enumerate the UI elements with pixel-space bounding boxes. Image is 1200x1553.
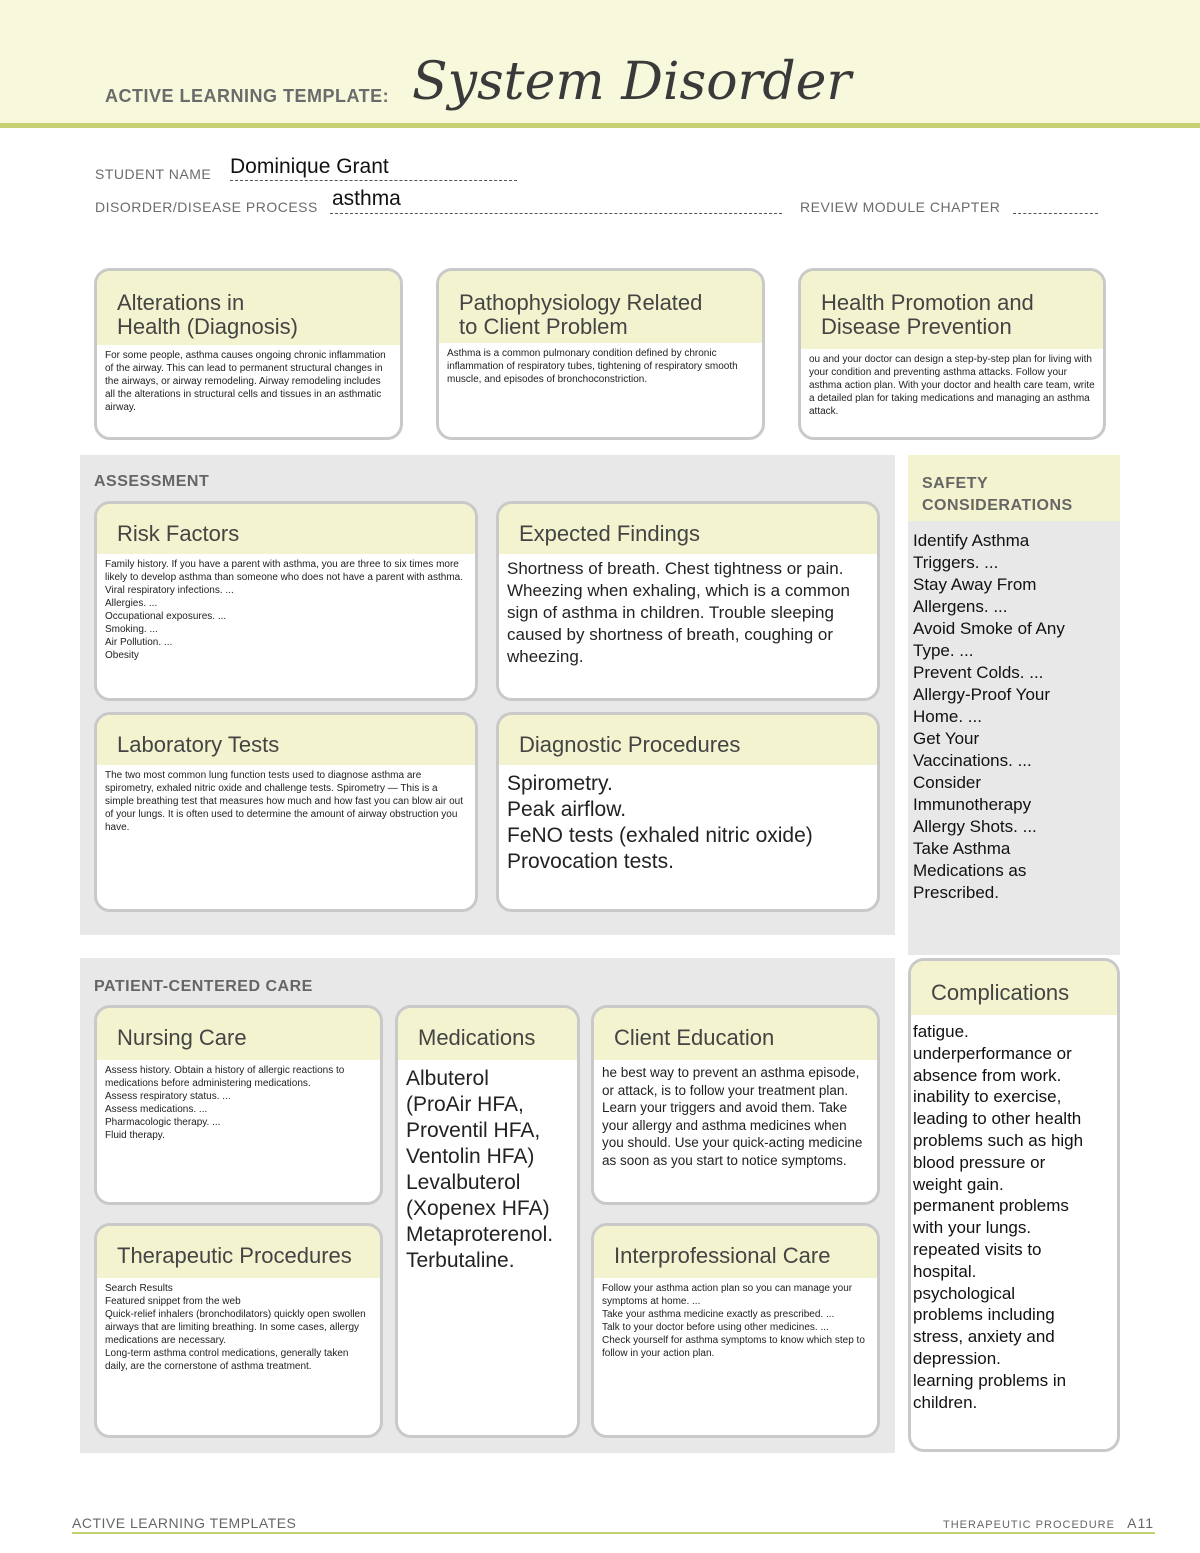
- client-education-text: he best way to prevent an asthma episode, or attack, is to follow your treatment plan. Learn your triggers and avoid them. Take your allergy and asthma medicines when you should. Use your quick-acting medicine as soon as you start to notice symptoms.: [602, 1065, 863, 1168]
- complication-line: hospital.: [913, 1261, 977, 1281]
- interprofessional-care-box: [591, 1223, 880, 1438]
- risk-factors-list: [97, 554, 475, 666]
- complications-list: [911, 1015, 1117, 1419]
- medication-item: Terbutaline.: [406, 1249, 515, 1272]
- safety-label: [922, 473, 1073, 517]
- nursing-care-item: Assess history. Obtain a history of allergic reactions to medications before administering medications.: [105, 1065, 345, 1089]
- complication-line: stress, anxiety and: [913, 1327, 1055, 1347]
- client-education-box: [591, 1005, 880, 1205]
- complications-title: Complications: [911, 961, 1117, 1015]
- footer-page-number: A11: [1127, 1515, 1154, 1531]
- complication-line: repeated visits to: [913, 1239, 1042, 1259]
- therapeutic-item: Long-term asthma control medications, generally taken daily, are the cornerstone of asthma treatment.: [105, 1348, 349, 1372]
- footer-left: ACTIVE LEARNING TEMPLATES: [72, 1515, 297, 1531]
- health-promotion-title-line1: Health Promotion and: [821, 290, 1034, 315]
- risk-factor-item: Obesity: [105, 650, 139, 661]
- safety-line: Allergy-Proof Your: [913, 685, 1051, 704]
- student-name-line: [230, 179, 517, 181]
- safety-label-line1: SAFETY: [922, 475, 989, 492]
- footer-section: THERAPEUTIC PROCEDURE: [942, 1519, 1115, 1531]
- alterations-box: [94, 268, 403, 440]
- safety-line: Avoid Smoke of Any: [913, 619, 1065, 638]
- expected-findings-title: Expected Findings: [499, 504, 877, 554]
- interprofessional-item: Check yourself for asthma symptoms to know which step to follow in your action plan.: [602, 1335, 865, 1359]
- alterations-title-line1: Alterations in: [117, 290, 245, 315]
- assessment-label: ASSESSMENT: [94, 473, 210, 490]
- pathophysiology-title-line2: to Client Problem: [459, 314, 628, 339]
- safety-label-line2: CONSIDERATIONS: [922, 497, 1073, 514]
- diagnostic-item: FeNO tests (exhaled nitric oxide): [507, 824, 813, 847]
- medication-item: Proventil HFA,: [406, 1119, 541, 1142]
- complication-line: blood pressure or: [913, 1152, 1046, 1172]
- safety-line: Take Asthma: [913, 839, 1011, 858]
- safety-line: Home. ...: [913, 707, 982, 726]
- therapeutic-item: Quick-relief inhalers (bronchodilators) quickly open swollen airways that are limiting breathing. In some cases, allergy medications are necessary.: [105, 1309, 366, 1346]
- pathophysiology-title-line1: Pathophysiology Related: [459, 290, 703, 315]
- laboratory-tests-text: The two most common lung function tests used to diagnose asthma are spirometry, exhaled nitric oxide and challenge tests. Spirometry — This is a simple breathing test that measures how much and how fast you can blow air out of your lungs. It is often used to determine the amount of airway obstruction you have.: [105, 770, 463, 833]
- nursing-care-box: [94, 1005, 383, 1205]
- complication-line: psychological: [913, 1283, 1016, 1303]
- nursing-care-item: Pharmacologic therapy. ...: [105, 1117, 221, 1128]
- medications-title: Medications: [398, 1008, 577, 1060]
- nursing-care-title: Nursing Care: [97, 1008, 380, 1060]
- template-label: ACTIVE LEARNING TEMPLATE:: [105, 86, 390, 106]
- alterations-text: For some people, asthma causes ongoing chronic inflammation of the airway. This can lead to permanent structural changes in the airways, or airway remodeling. Airway remodeling includes all the alterations in structural cells and tissues in an asthmatic airway.: [105, 350, 386, 413]
- nursing-care-item: Assess respiratory status. ...: [105, 1091, 231, 1102]
- risk-factor-item: Viral respiratory infections. ...: [105, 585, 234, 596]
- diagnostic-procedures-box: [496, 712, 880, 912]
- safety-panel: [908, 455, 1120, 955]
- patient-care-label: PATIENT-CENTERED CARE: [94, 978, 313, 995]
- complication-line: weight gain.: [913, 1174, 1004, 1194]
- review-module-line: [1013, 212, 1098, 214]
- laboratory-tests-box: [94, 712, 478, 912]
- medication-item: Ventolin HFA): [406, 1145, 535, 1168]
- complication-line: permanent problems: [913, 1196, 1069, 1216]
- complication-line: leading to other health: [913, 1109, 1082, 1129]
- nursing-care-item: Fluid therapy.: [105, 1130, 165, 1141]
- medication-item: Metaproterenol.: [406, 1223, 554, 1246]
- risk-factor-item: Occupational exposures. ...: [105, 611, 227, 622]
- alterations-title: [97, 271, 400, 345]
- safety-line: Triggers. ...: [913, 553, 999, 572]
- diagnostic-item: Provocation tests.: [507, 850, 674, 873]
- diagnostic-item: Spirometry.: [507, 772, 613, 795]
- safety-line: Prescribed.: [913, 883, 999, 902]
- medications-list: [398, 1060, 577, 1278]
- client-education-title: Client Education: [594, 1008, 877, 1060]
- complication-line: problems including: [913, 1305, 1055, 1325]
- review-module-label: REVIEW MODULE CHAPTER: [800, 199, 1001, 215]
- medications-box: [395, 1005, 580, 1438]
- expected-findings-box: [496, 501, 880, 701]
- pathophysiology-text: Asthma is a common pulmonary condition defined by chronic inflammation of respiratory tubes, tightening of respiratory smooth muscle, and episodes of bronchoconstriction.: [447, 348, 738, 385]
- safety-line: Consider: [913, 773, 982, 792]
- medication-item: Levalbuterol: [406, 1171, 521, 1194]
- complication-line: depression.: [913, 1348, 1001, 1368]
- interprofessional-item: Follow your asthma action plan so you can manage your symptoms at home. ...: [602, 1283, 853, 1307]
- therapeutic-procedures-list: [97, 1278, 380, 1377]
- risk-factors-box: [94, 501, 478, 701]
- complication-line: fatigue.: [913, 1022, 969, 1041]
- risk-factors-title: Risk Factors: [97, 504, 475, 554]
- diagnostic-procedures-list: [499, 765, 877, 879]
- medication-item: Albuterol: [406, 1067, 489, 1090]
- safety-line: Get Your: [913, 729, 980, 748]
- interprofessional-care-list: [594, 1278, 877, 1364]
- footer-divider: [72, 1532, 1155, 1534]
- safety-line: Identify Asthma: [913, 531, 1030, 550]
- footer-right: [943, 1515, 1154, 1531]
- health-promotion-title-line2: Disease Prevention: [821, 314, 1012, 339]
- complications-box: [908, 958, 1120, 1452]
- complication-line: underperformance or: [913, 1043, 1072, 1063]
- complication-line: children.: [913, 1392, 978, 1412]
- safety-line: Prevent Colds. ...: [913, 663, 1044, 682]
- disorder-line: [330, 212, 782, 214]
- complication-line: absence from work.: [913, 1065, 1062, 1085]
- therapeutic-item: Search Results: [105, 1283, 173, 1294]
- student-name-field[interactable]: Dominique Grant: [230, 155, 389, 178]
- medication-item: (Xopenex HFA): [406, 1197, 550, 1220]
- nursing-care-list: [97, 1060, 380, 1146]
- complication-line: problems such as high: [913, 1130, 1084, 1150]
- laboratory-tests-title: Laboratory Tests: [97, 715, 475, 765]
- health-promotion-title: [801, 271, 1103, 349]
- disorder-field[interactable]: asthma: [332, 187, 401, 210]
- safety-line: Allergens. ...: [913, 597, 1008, 616]
- therapeutic-procedures-box: [94, 1223, 383, 1438]
- medication-item: (ProAir HFA,: [406, 1093, 524, 1116]
- risk-factor-item: Family history. If you have a parent with asthma, you are three to six times more likely to develop asthma than someone who does not have a parent with asthma.: [105, 559, 463, 583]
- interprofessional-item: Talk to your doctor before using other medicines. ...: [602, 1322, 829, 1333]
- diagnostic-item: Peak airflow.: [507, 798, 627, 821]
- safety-line: Immunotherapy: [913, 795, 1032, 814]
- risk-factor-item: Smoking. ...: [105, 624, 158, 635]
- template-title: System Disorder: [412, 52, 852, 112]
- complication-line: with your lungs.: [913, 1218, 1032, 1238]
- nursing-care-item: Assess medications. ...: [105, 1104, 208, 1115]
- therapeutic-procedures-title: Therapeutic Procedures: [97, 1226, 380, 1278]
- safety-line: Type. ...: [913, 641, 974, 660]
- pathophysiology-title: [439, 271, 762, 343]
- complication-line: learning problems in: [913, 1370, 1067, 1390]
- safety-line: Stay Away From: [913, 575, 1037, 594]
- interprofessional-care-title: Interprofessional Care: [594, 1226, 877, 1278]
- safety-line: Allergy Shots. ...: [913, 817, 1037, 836]
- risk-factor-item: Allergies. ...: [105, 598, 158, 609]
- diagnostic-procedures-title: Diagnostic Procedures: [499, 715, 877, 765]
- alterations-title-line2: Health (Diagnosis): [117, 314, 298, 339]
- safety-line: Medications as: [913, 861, 1027, 880]
- disorder-label: DISORDER/DISEASE PROCESS: [95, 199, 318, 215]
- safety-line: Vaccinations. ...: [913, 751, 1032, 770]
- health-promotion-box: [798, 268, 1106, 440]
- health-promotion-text: ou and your doctor can design a step-by-step plan for living with your condition and preventing asthma attacks. Follow your asthma action plan. With your doctor and health care team, write a detailed plan for taking medications and managing an asthma attack.: [809, 354, 1095, 417]
- interprofessional-item: Take your asthma medicine exactly as prescribed. ...: [602, 1309, 835, 1320]
- complication-line: inability to exercise,: [913, 1087, 1062, 1107]
- student-name-label: STUDENT NAME: [95, 166, 212, 182]
- risk-factor-item: Air Pollution. ...: [105, 637, 173, 648]
- therapeutic-item: Featured snippet from the web: [105, 1296, 241, 1307]
- pathophysiology-box: [436, 268, 765, 440]
- safety-list: [913, 530, 1065, 904]
- expected-findings-text: Shortness of breath. Chest tightness or pain. Wheezing when exhaling, which is a common sign of asthma in children. Trouble sleeping caused by shortness of breath, coughing or wheezing.: [507, 559, 851, 666]
